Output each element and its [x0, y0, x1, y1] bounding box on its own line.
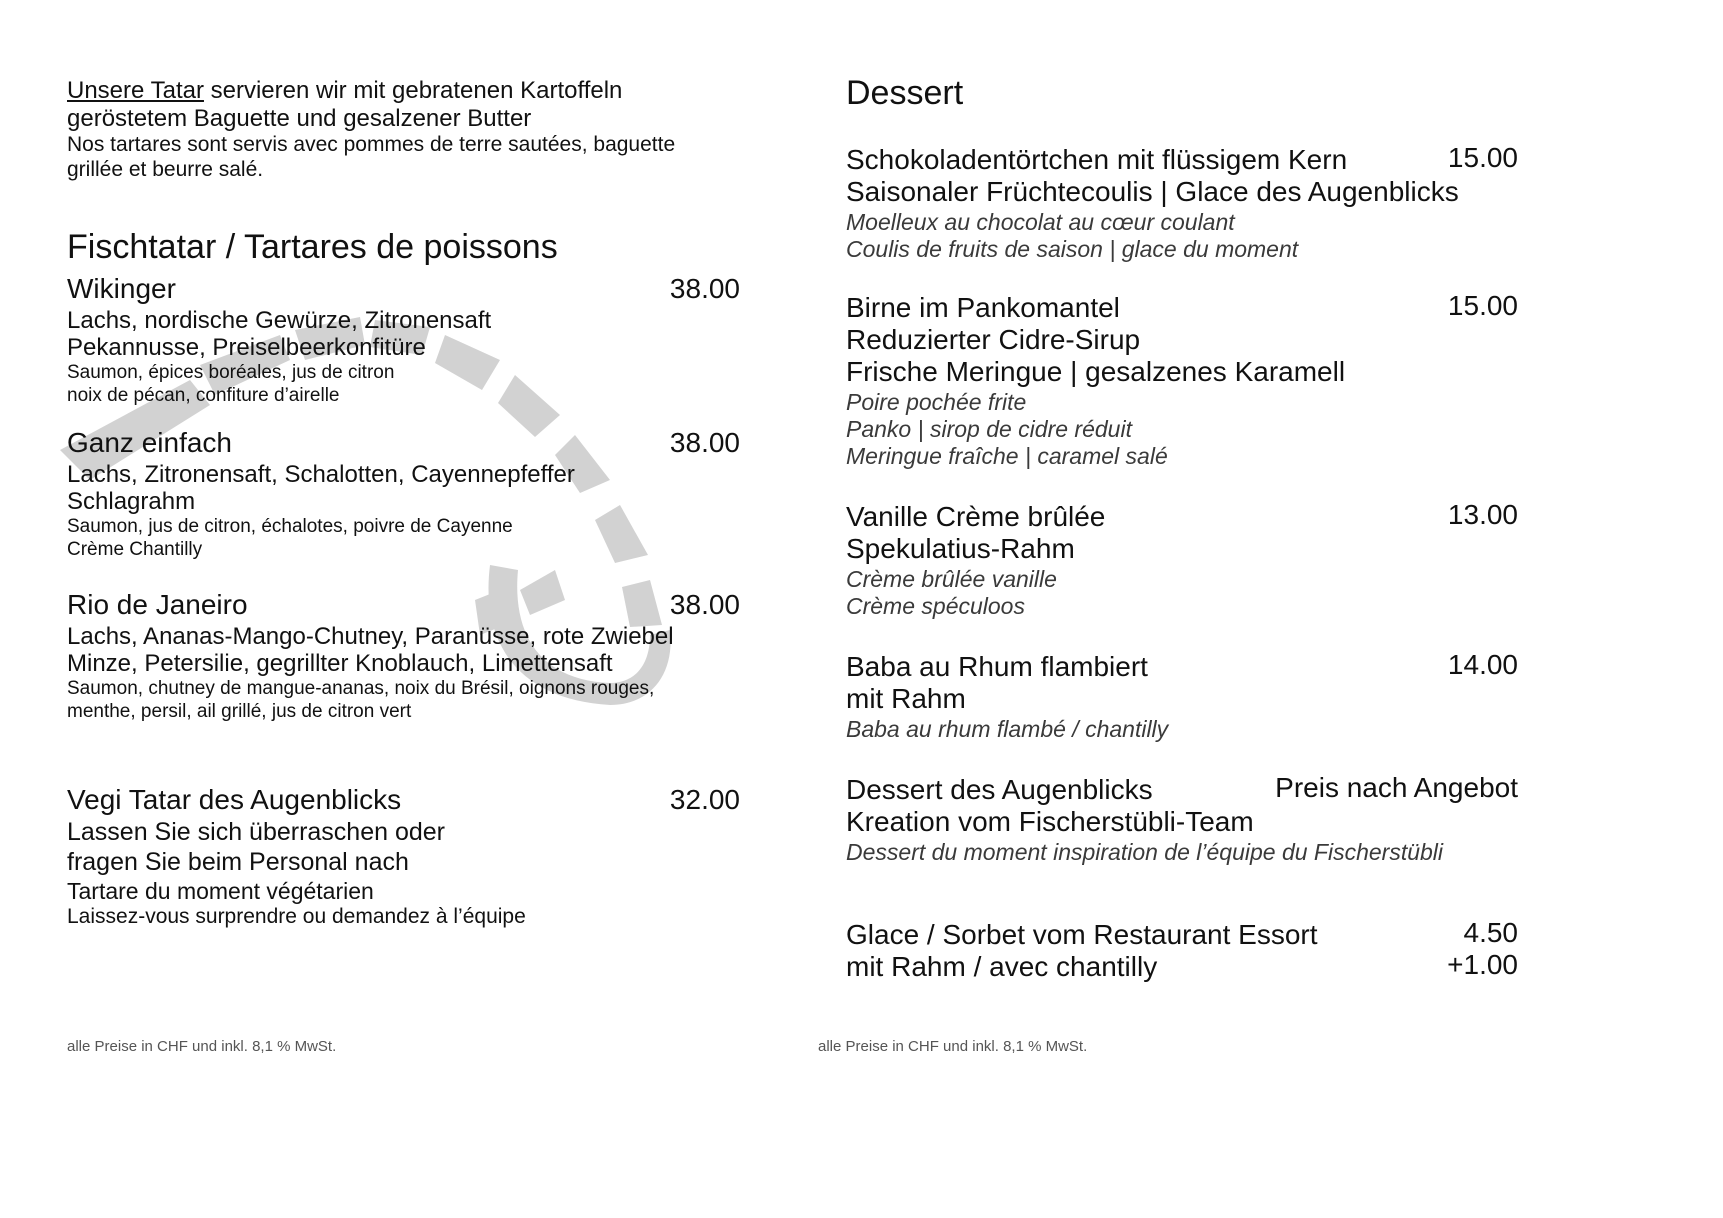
price-footnote-left: alle Preise in CHF und inkl. 8,1 % MwSt. [67, 1038, 337, 1055]
item-name: Wikinger [67, 273, 176, 304]
dessert-description-fr: Coulis de fruits de saison | glace du moment [846, 236, 1299, 262]
glace-price: 4.50 [1463, 917, 1518, 948]
item-name: Rio de Janeiro [67, 589, 248, 620]
intro-line-1 [67, 76, 622, 105]
item-description-de: Lachs, Ananas-Mango-Chutney, Paranüsse, rote Zwiebel [67, 623, 674, 650]
glace-line-1: Glace / Sorbet vom Restaurant Essort [846, 919, 1318, 950]
item-name: Ganz einfach [67, 427, 232, 458]
item-description-de: fragen Sie beim Personal nach [67, 848, 409, 876]
item-description-fr: noix de pécan, confiture d’airelle [67, 385, 340, 406]
dessert-description-fr: Meringue fraîche | caramel salé [846, 443, 1168, 469]
dessert-description-de: Dessert des Augenblicks [846, 774, 1153, 805]
item-description-fr: Saumon, chutney de mangue-ananas, noix du Brésil, oignons rouges, [67, 678, 655, 699]
dessert-description-fr: Moelleux au chocolat au cœur coulant [846, 209, 1235, 235]
dessert-description-de: Reduzierter Cidre-Sirup [846, 324, 1141, 355]
dessert-description-fr: Poire pochée frite [846, 389, 1027, 415]
dessert-description-fr: Dessert du moment inspiration de l’équipe du Fischerstübli [846, 839, 1444, 865]
chantilly-surcharge-price: +1.00 [1447, 949, 1518, 980]
item-description-de: Lassen Sie sich überraschen oder [67, 818, 446, 846]
dessert-description-de: Kreation vom Fischerstübli-Team [846, 806, 1254, 837]
dessert-price: Preis nach Angebot [1275, 772, 1518, 803]
dessert-description-de: Saisonaler Früchtecoulis | Glace des Augenblicks [846, 176, 1459, 207]
dessert-price: 15.00 [1447, 142, 1518, 173]
item-price: 38.00 [669, 427, 740, 458]
dessert-description-fr: Baba au rhum flambé / chantilly [846, 716, 1169, 742]
intro-line-2: geröstetem Baguette und gesalzener Butter [67, 105, 532, 132]
item-description-fr: Saumon, épices boréales, jus de citron [67, 362, 395, 383]
dessert-description-de: mit Rahm [846, 683, 966, 714]
item-description-de: Lachs, Zitronensaft, Schalotten, Cayennepfeffer [67, 461, 575, 488]
intro-underlined-text: Unsere Tatar [67, 77, 204, 104]
item-description-fr: menthe, persil, ail grillé, jus de citron vert [67, 701, 412, 722]
item-price: 38.00 [669, 589, 740, 620]
intro-fr-line-2: grillée et beurre salé. [67, 158, 264, 181]
item-name: Vegi Tatar des Augenblicks [67, 784, 402, 815]
item-description-fr: Saumon, jus de citron, échalotes, poivre de Cayenne [67, 516, 513, 537]
fish-tartare-section-title: Fischtatar / Tartares de poissons [67, 228, 558, 266]
dessert-description-de: Spekulatius-Rahm [846, 533, 1075, 564]
intro-line-1-rest: servieren wir mit gebratenen Kartoffeln [203, 77, 623, 104]
item-description-fr: Crème Chantilly [67, 539, 203, 560]
intro-fr-line-1: Nos tartares sont servis avec pommes de terre sautées, baguette [67, 133, 676, 156]
item-description-de: Lachs, nordische Gewürze, Zitronensaft [67, 307, 492, 334]
dessert-price: 15.00 [1447, 290, 1518, 321]
dessert-price: 14.00 [1447, 649, 1518, 680]
dessert-description-de: Vanille Crème brûlée [846, 501, 1106, 532]
price-footnote-right: alle Preise in CHF und inkl. 8,1 % MwSt. [818, 1038, 1088, 1055]
dessert-section-title: Dessert [846, 74, 964, 112]
glace-line-2: mit Rahm / avec chantilly [846, 951, 1158, 982]
item-price: 32.00 [669, 784, 740, 815]
dessert-description-de: Frische Meringue | gesalzenes Karamell [846, 356, 1346, 387]
item-description-fr: Laissez-vous surprendre ou demandez à l’équipe [67, 905, 526, 928]
dessert-description-fr: Crème brûlée vanille [846, 566, 1057, 592]
dessert-description-fr: Panko | sirop de cidre réduit [846, 416, 1132, 442]
item-description-fr: Tartare du moment végétarien [67, 878, 374, 904]
item-description-de: Schlagrahm [67, 488, 196, 515]
dessert-price: 13.00 [1447, 499, 1518, 530]
item-price: 38.00 [669, 273, 740, 304]
dessert-description-de: Baba au Rhum flambiert [846, 651, 1148, 682]
item-description-de: Pekannusse, Preiselbeerkonfitüre [67, 334, 426, 361]
item-description-de: Minze, Petersilie, gegrillter Knoblauch, Limettensaft [67, 650, 613, 677]
dessert-description-fr: Crème spéculoos [846, 593, 1025, 619]
dessert-description-de: Birne im Pankomantel [846, 292, 1120, 323]
dessert-description-de: Schokoladentörtchen mit flüssigem Kern [846, 144, 1348, 175]
